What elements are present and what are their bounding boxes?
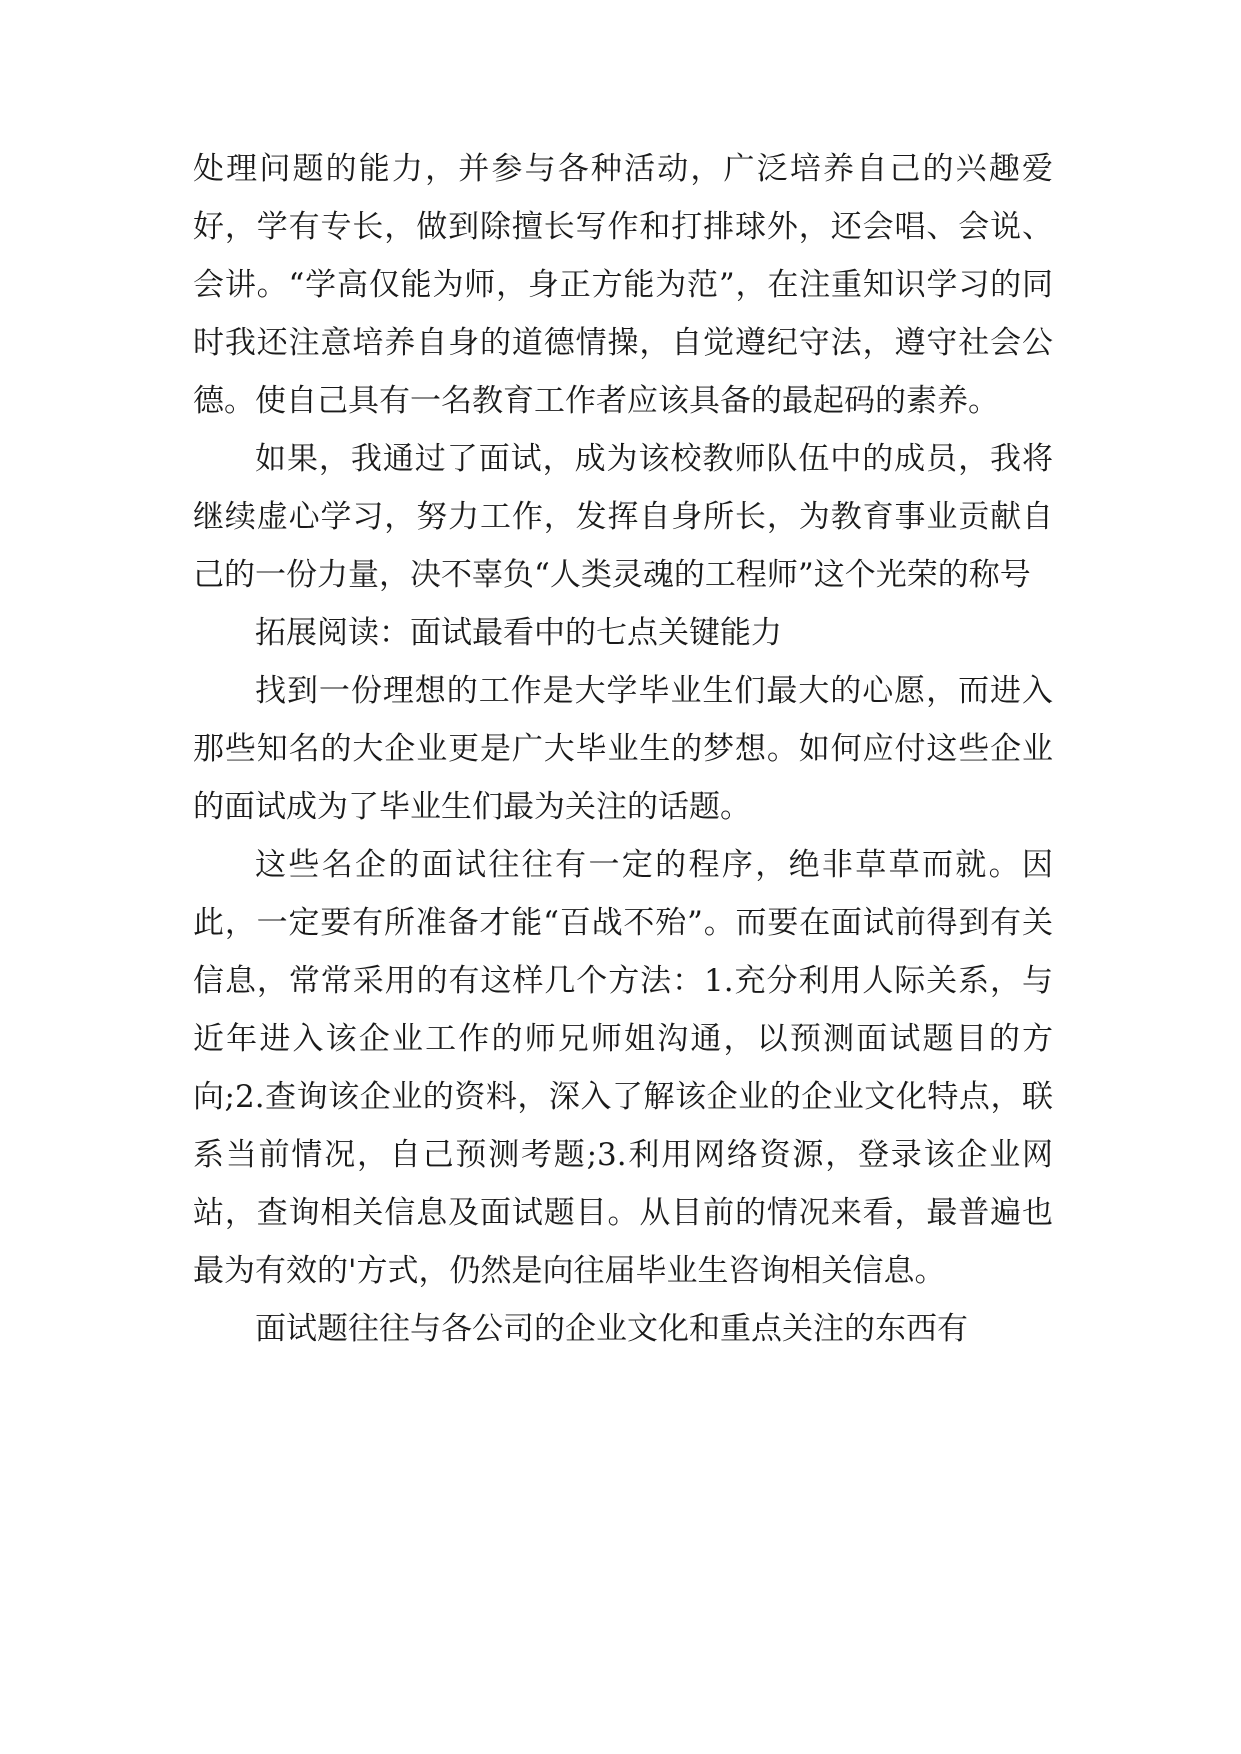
paragraph-1: 处理问题的能力，并参与各种活动，广泛培养自己的兴趣爱好，学有专长，做到除擅长写作和打排球外，还会唱、会说、会讲。“学高仅能为师，身正方能为范”，在注重知识学习的同时我还注意培养自身的道德情操，自觉遵纪守法，遵守社会公德。使自己具有一名教育工作者应该具备的最起码的素养。	[193, 151, 1053, 419]
paragraph-4: 这些名企的面试往往有一定的程序，绝非草草而就。因此，一定要有所准备才能“百战不殆”。而要在面试前得到有关信息，常常采用的有这样几个方法：1.充分利用人际关系，与近年进入该企业工作的师兄师姐沟通，以预测面试题目的方向;2.查询该企业的资料，深入了解该企业的企业文化特点，联系当前情况，自己预测考题;3.利用网络资源，登录该企业网站，查询相关信息及面试题目。从目前的情况来看，最普遍也最为有效的'方式，仍然是向往届毕业生咨询相关信息。	[193, 847, 1053, 1289]
document-body	[193, 140, 1053, 1358]
paragraph-2: 如果，我通过了面试，成为该校教师队伍中的成员，我将继续虚心学习，努力工作，发挥自身所长，为教育事业贡献自己的一份力量，决不辜负“人类灵魂的工程师”这个光荣的称号	[193, 441, 1053, 593]
paragraph-3: 找到一份理想的工作是大学毕业生们最大的心愿，而进入那些知名的大企业更是广大毕业生的梦想。如何应付这些企业的面试成为了毕业生们最为关注的话题。	[193, 673, 1053, 825]
paragraph-5: 面试题往往与各公司的企业文化和重点关注的东西有	[255, 1311, 968, 1347]
section-heading: 拓展阅读：面试最看中的七点关键能力	[255, 615, 782, 651]
